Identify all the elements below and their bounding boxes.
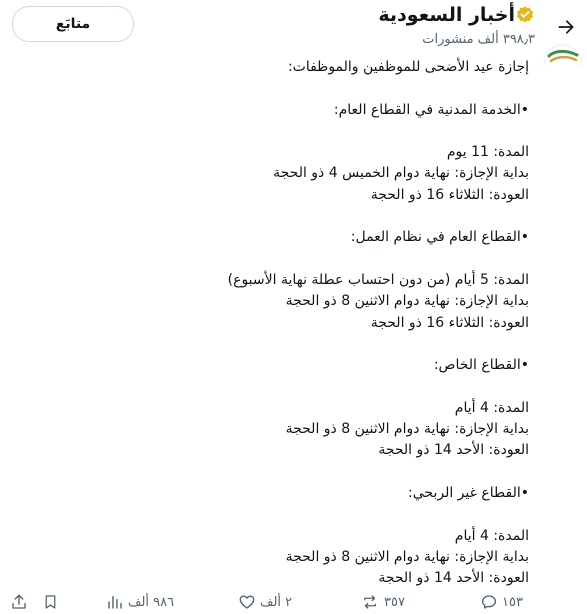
post-text-line [29,376,529,397]
post-count: ٣٩٨٫٣ ألف منشورات [422,32,535,47]
reply-count: ١٥٣ [502,594,523,610]
account-name[interactable]: أخبار السعودية [378,4,515,26]
repost-button[interactable] [360,592,405,612]
like-count: ٢ ألف [260,594,293,610]
post-text-line [29,249,529,270]
bookmark-icon [42,593,59,611]
post-text-line: بداية الإجازة: نهاية دوام الاثنين 8 ذو الحجة [285,548,529,565]
post-text-line: •القطاع الخاص: [433,357,529,374]
reply-icon [480,593,498,611]
post-text-line [29,206,529,227]
post-text-line: إجازة عيد الأضحى للموظفين والموظفات: [287,59,529,75]
back-button[interactable] [553,14,579,40]
verified-badge-icon [515,5,535,25]
share-button[interactable] [10,592,28,612]
post-text-line: بداية الإجازة: نهاية دوام الاثنين 8 ذو الحجة [285,293,529,310]
post-text-line: العودة: الأحد 14 ذو الحجة [378,570,529,587]
avatar[interactable] [543,44,583,66]
analytics-icon [106,593,124,611]
arrow-right-icon [556,17,576,37]
bookmark-button[interactable] [42,592,59,612]
views-button[interactable] [106,592,174,612]
post-text-line [29,504,529,525]
post-text-line: •الخدمة المدنية في القطاع العام: [333,101,529,118]
post-text-line: المدة: 4 أيام [454,527,529,544]
post-text-line: العودة: الأحد 14 ذو الحجة [378,442,529,459]
post-text-line: •القطاع العام في نظام العمل: [350,229,529,246]
post-text-line: المدة: 5 أيام (من دون احتساب عطلة نهاية الأسبوع) [227,271,529,288]
post-text-line [29,334,529,355]
post-text-line: المدة: 11 يوم [446,144,529,161]
repost-icon [360,593,380,611]
post-text-line [29,462,529,483]
account-title-row [378,4,535,26]
post-text-line: العودة: الثلاثاء 16 ذو الحجة [370,186,529,203]
post-text-line [29,78,529,99]
post-text-line: المدة: 4 أيام [454,399,529,416]
post-text-line: •القطاع غير الربحي: [408,484,529,501]
following-button[interactable]: متابَع [12,6,134,42]
heart-icon [238,593,256,611]
share-icon [10,593,28,611]
views-count: ٩٨٦ ألف [128,594,175,610]
reply-button[interactable] [480,592,523,612]
post-text-line [29,121,529,142]
repost-count: ٣٥٧ [384,594,405,610]
profile-header [0,0,587,52]
post-text [29,57,529,589]
like-button[interactable] [238,592,292,612]
post-text-line: بداية الإجازة: نهاية دوام الخميس 4 ذو الحجة [273,165,529,182]
post-text-line: بداية الإجازة: نهاية دوام الاثنين 8 ذو الحجة [285,421,529,438]
post-text-line: العودة: الثلاثاء 16 ذو الحجة [370,314,529,331]
